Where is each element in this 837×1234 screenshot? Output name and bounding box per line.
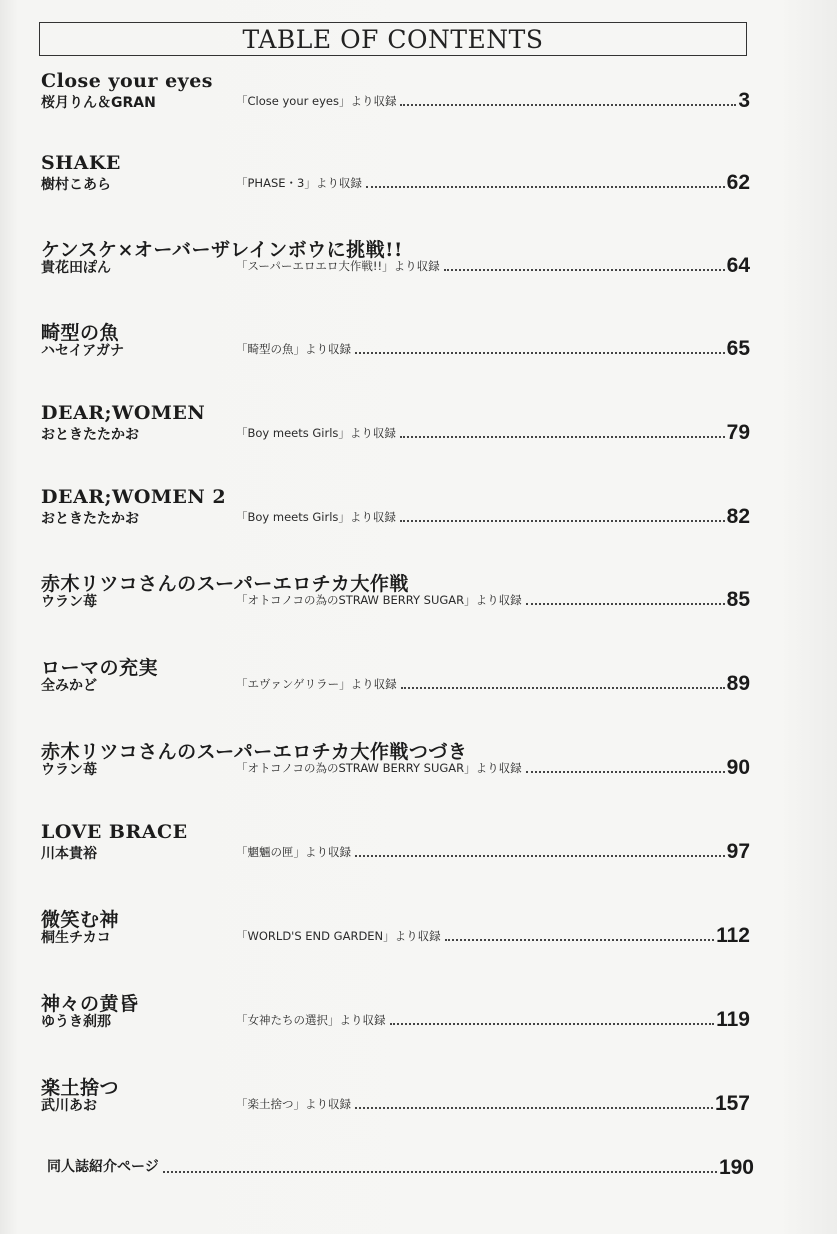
entry-title: DEAR;WOMEN (41, 402, 206, 424)
entry-source: 「オトコノコの為のSTRAW BERRY SUGAR」より収録 (236, 593, 522, 607)
entry-author: 武川あお (41, 1098, 97, 1114)
entry-page-number: 85 (726, 588, 750, 611)
toc-entry[interactable] (0, 737, 837, 797)
entry-author: 川本貴裕 (41, 846, 97, 862)
entry-leader (236, 336, 750, 360)
entry-page-number: 64 (726, 254, 750, 277)
entry-page-number: 79 (726, 421, 750, 444)
entry-leader (236, 587, 750, 611)
toc-entry[interactable] (0, 402, 837, 462)
entry-source: 「PHASE・3」より収録 (236, 176, 362, 190)
toc-entry[interactable] (0, 318, 837, 378)
entry-page-number: 97 (726, 840, 750, 863)
entry-title: DEAR;WOMEN 2 (41, 486, 227, 508)
toc-entry-final[interactable] (47, 1153, 754, 1179)
entry-author: 全みかど (41, 678, 97, 694)
entry-leader (236, 671, 750, 695)
entry-page-number: 190 (718, 1156, 754, 1179)
dot-leader (355, 855, 725, 857)
entry-leader (236, 755, 750, 779)
dot-leader (355, 352, 725, 354)
dot-leader (400, 520, 725, 522)
entry-page-number: 90 (726, 756, 750, 779)
toc-entry[interactable] (0, 989, 837, 1049)
entry-author: ウラン苺 (41, 594, 97, 610)
entry-page-number: 157 (714, 1092, 750, 1115)
entry-leader (236, 504, 750, 528)
entry-source: 「Close your eyes」より収録 (236, 94, 397, 108)
dot-leader (163, 1171, 717, 1173)
entry-author: 貴花田ぽん (41, 260, 111, 276)
entry-source: 「スーパーエロエロ大作戦!!」より収録 (236, 259, 440, 273)
entry-author: 桜月りん＆GRAN (41, 95, 156, 111)
entry-leader (236, 88, 750, 112)
entry-leader (236, 1007, 750, 1031)
entry-author: ウラン苺 (41, 762, 97, 778)
dot-leader (526, 603, 725, 605)
entry-page-number: 112 (716, 924, 750, 947)
entry-page-number: 3 (738, 89, 750, 112)
entry-author: おときたたかお (41, 511, 139, 527)
entry-title: ケンスケ×オーバーザレインボウに挑戦!! (41, 239, 403, 261)
toc-entry[interactable] (0, 821, 837, 881)
entry-title: 畸型の魚 (41, 322, 120, 344)
entry-source: 「WORLD'S END GARDEN」より収録 (236, 929, 441, 943)
dot-leader (400, 436, 725, 438)
toc-entry[interactable] (0, 569, 837, 629)
toc-entry[interactable] (0, 70, 837, 130)
entry-author: おときたたかお (41, 427, 139, 443)
dot-leader (444, 269, 725, 271)
entry-title: ローマの充実 (41, 657, 159, 679)
entry-title: 楽土捨つ (41, 1077, 120, 1099)
entry-source: 「エヴァンゲリラー」より収録 (236, 677, 397, 691)
entry-author: 桐生チカコ (41, 930, 111, 946)
dot-leader (355, 1107, 713, 1109)
entry-title: SHAKE (41, 152, 121, 174)
toc-entry[interactable] (0, 486, 837, 546)
entry-author: ゆうき刹那 (41, 1014, 111, 1030)
entry-source: 「魍魎の匣」より収録 (236, 845, 351, 859)
entry-title: LOVE BRACE (41, 821, 188, 843)
entry-page-number: 119 (716, 1008, 750, 1031)
entry-source: 「Boy meets Girls」より収録 (236, 426, 396, 440)
toc-entry[interactable] (0, 152, 837, 212)
dot-leader (526, 771, 725, 773)
dot-leader (401, 687, 725, 689)
entry-page-number: 62 (726, 171, 750, 194)
entry-source: 「女神たちの選択」より収録 (236, 1013, 386, 1027)
dot-leader (366, 186, 725, 188)
entry-leader (236, 1091, 750, 1115)
entry-page-number: 65 (726, 337, 750, 360)
entry-source: 「畸型の魚」より収録 (236, 342, 351, 356)
dot-leader (390, 1023, 715, 1025)
entry-title: 微笑む神 (41, 909, 120, 931)
entry-source: 「Boy meets Girls」より収録 (236, 510, 396, 524)
entry-page-number: 89 (726, 672, 750, 695)
entry-leader (236, 420, 750, 444)
entry-source: 「オトコノコの為のSTRAW BERRY SUGAR」より収録 (236, 761, 522, 775)
toc-entry[interactable] (0, 1073, 837, 1133)
entry-leader (236, 253, 750, 277)
entry-title: 同人誌紹介ページ (47, 1159, 159, 1175)
entry-title: 赤木リツコさんのスーパーエロチカ大作戦 (41, 573, 409, 595)
entry-title: 赤木リツコさんのスーパーエロチカ大作戦つづき (41, 741, 468, 763)
page-title: TABLE OF CONTENTS (39, 22, 747, 56)
entry-source: 「楽土捨つ」より収録 (236, 1097, 351, 1111)
entry-title: 神々の黄昏 (41, 993, 139, 1015)
entry-author: 樹村こあら (41, 177, 111, 193)
toc-entry[interactable] (0, 653, 837, 713)
entry-author: ハセイアガナ (41, 343, 125, 359)
entry-leader (236, 170, 750, 194)
entry-leader (236, 923, 750, 947)
entry-title: Close your eyes (41, 70, 213, 92)
dot-leader (445, 939, 714, 941)
entry-leader (236, 839, 750, 863)
toc-entry[interactable] (0, 905, 837, 965)
entry-page-number: 82 (726, 505, 750, 528)
dot-leader (400, 104, 736, 106)
toc-entry[interactable] (0, 235, 837, 295)
